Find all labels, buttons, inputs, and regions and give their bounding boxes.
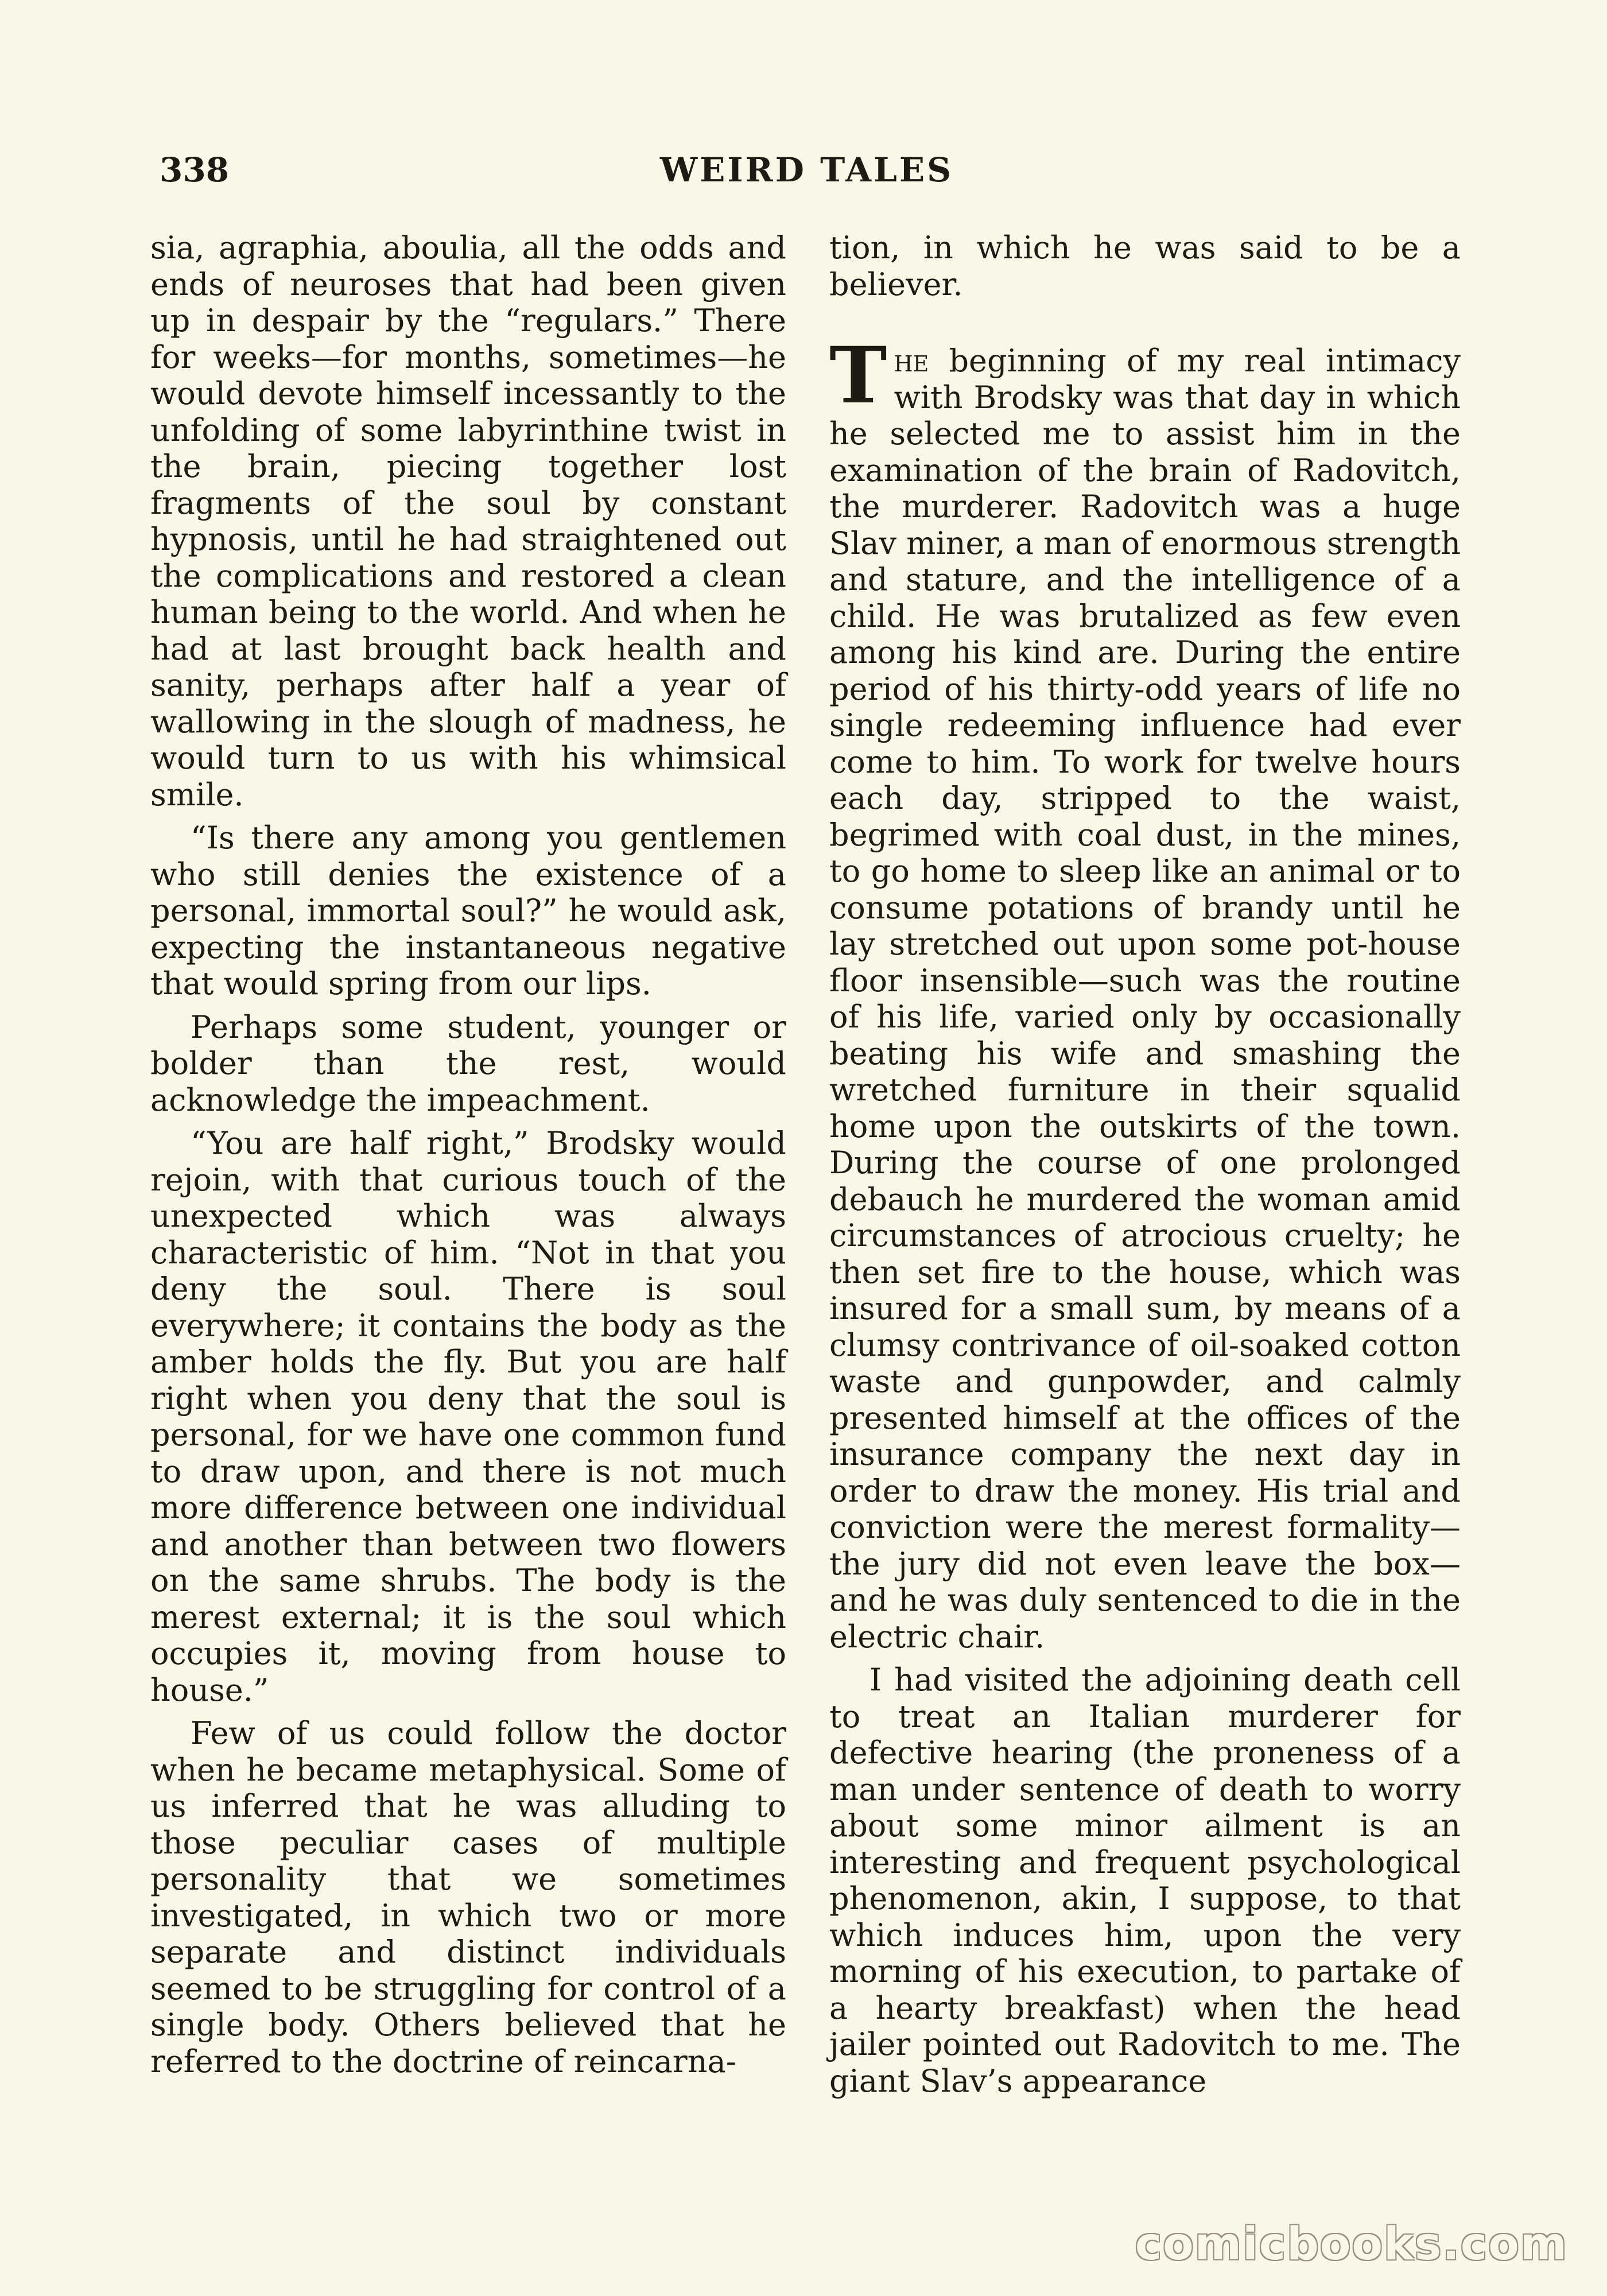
paragraph: “You are half right,” Brodsky would rejoin, with that curious touch of the unexpected which was always characteristic of him. “Not in that you deny the soul. There is soul everywhere; it contains the body as the amber holds the fly. But you are half right when you deny that the soul is personal, for we have one common fund to draw upon, and there is not much more difference between one individual and another than between two flowers on the same shrubs. The body is the merest external; it is the soul which occupies it, moving from house to house.” xyxy=(150,1125,786,1708)
paragraph: I had visited the adjoining death cell to treat an Italian murderer for defective hearing (the proneness of a man under sentence of death to worry about some minor ailment is an interesting and frequent psychological phenomenon, akin, I suppose, to that which induces him, upon the very morning of his execution, to partake of a hearty breakfast) when the head jailer pointed out Radovitch to me. The giant Slav’s appearance xyxy=(829,1662,1461,2099)
left-column xyxy=(150,230,786,2086)
paragraph: sia, agraphia, aboulia, all the odds and ends of neuroses that had been given up in despair by the “regulars.” There for weeks—for months, sometimes—he would devote himself incessantly to the unfolding of some labyrinthine twist in the brain, piecing together lost fragments of the soul by constant hypnosis, until he had straightened out the complications and restored a clean human being to the world. And when he had at last brought back health and sanity, perhaps after half a year of wallowing in the slough of madness, he would turn to us with his whimsical smile. xyxy=(150,230,786,813)
right-column xyxy=(829,230,1461,2106)
running-title: WEIRD TALES xyxy=(660,150,954,189)
small-caps-lead: he xyxy=(894,343,929,379)
section-opening-paragraph xyxy=(829,329,1461,1655)
watermark: comicbooks.com xyxy=(1135,2219,1568,2270)
page-number: 338 xyxy=(160,150,230,189)
paragraph-body: beginning of my real intimacy with Brodsky was that day in which he selected me to assist him in the examination of the brain of Radovitch, the murderer. Radovitch was a huge Slav miner, a man of enormous strength and stature, and the intelligence of a child. He was brutalized as few even among his kind are. During the entire period of his thirty-odd years of life no single redeeming influence had ever come to him. To work for twelve hours each day, stripped to the waist, begrimed with coal dust, in the mines, to go home to sleep like an animal or to consume potations of brandy until he lay stretched out upon some pot-house floor insensible—such was the routine of his life, varied only by occasionally beating his wife and smashing the wretched furniture in their squalid home upon the outskirts of the town. During the course of one prolonged debauch he murdered the woman amid circumstances of atrocious cruelty; he then set fire to the house, which was insured for a small sum, by means of a clumsy contrivance of oil-soaked cotton waste and gunpowder, and calmly presented himself at the offices of the insurance company the next day in order to draw the money. His trial and conviction were the merest formality—the jury did not even leave the box—and he was duly sentenced to die in the electric chair. xyxy=(829,343,1461,1655)
drop-cap: T xyxy=(829,329,887,421)
paragraph: Perhaps some student, younger or bolder than the rest, would acknowledge the impeachment. xyxy=(150,1009,786,1118)
paragraph: “Is there any among you gentlemen who still denies the existence of a personal, immortal soul?” he would ask, expecting the instantaneous negative that would spring from our lips. xyxy=(150,820,786,1002)
paragraph: Few of us could follow the doctor when he became metaphysical. Some of us inferred that he was alluding to those peculiar cases of multiple personality that we sometimes investigated, in which two or more separate and distinct individuals seemed to be struggling for control of a single body. Others believed that he referred to the doctrine of reincarna- xyxy=(150,1715,786,2080)
paragraph: tion, in which he was said to be a believer. xyxy=(829,230,1461,302)
